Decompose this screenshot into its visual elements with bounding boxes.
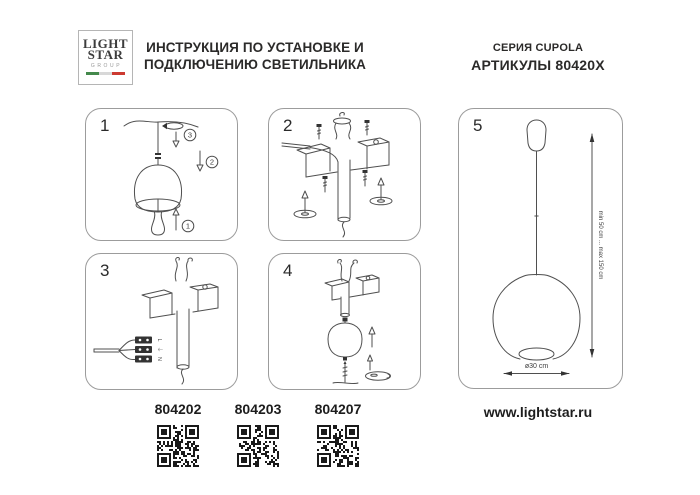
article-column-804202 bbox=[136, 401, 220, 467]
step1-annotation-3: 3 bbox=[187, 130, 193, 140]
diameter-label: ø30 cm bbox=[524, 363, 549, 370]
step1-annotation-1: 1 bbox=[185, 221, 191, 231]
step-number-4: 4 bbox=[283, 261, 293, 280]
website-url: www.lightstar.ru bbox=[483, 404, 593, 420]
step3-drawing-wiring bbox=[86, 254, 239, 391]
title-line-1: ИНСТРУКЦИЯ ПО УСТАНОВКЕ И bbox=[146, 40, 364, 55]
series-name: СЕРИЯ CUPOLA bbox=[492, 42, 584, 54]
series-block bbox=[448, 42, 628, 73]
article-code: 804202 bbox=[154, 401, 202, 417]
step-panel-5 bbox=[458, 108, 623, 389]
page-title bbox=[130, 39, 380, 73]
terminal-label-earth: ⏚ bbox=[156, 346, 162, 353]
step-panel-2 bbox=[268, 108, 421, 241]
step-number-1: 1 bbox=[100, 116, 110, 135]
qr-code bbox=[317, 425, 359, 467]
article-column-804207 bbox=[296, 401, 380, 467]
flag-green-segment bbox=[86, 72, 99, 75]
step-number-5: 5 bbox=[473, 116, 483, 135]
italian-flag-bar bbox=[86, 72, 125, 75]
step4-drawing-canopy-mount bbox=[269, 254, 422, 391]
flag-gray-segment bbox=[99, 72, 112, 75]
step-number-3: 3 bbox=[100, 261, 110, 280]
step1-annotation-2: 2 bbox=[209, 157, 215, 167]
flag-red-segment bbox=[112, 72, 125, 75]
step-panel-3 bbox=[85, 253, 238, 390]
step2-drawing-ceiling-bracket bbox=[269, 109, 422, 242]
step1-drawing-shade-assembly bbox=[86, 109, 239, 242]
series-articles: АРТИКУЛЫ 80420X bbox=[471, 57, 605, 73]
qr-code bbox=[237, 425, 279, 467]
step-number-2: 2 bbox=[283, 116, 293, 135]
article-code: 804207 bbox=[314, 401, 362, 417]
article-code: 804203 bbox=[234, 401, 282, 417]
step5-drawing-dimensions bbox=[459, 109, 624, 390]
logo-word-light: LIGHT bbox=[82, 36, 129, 51]
lightstar-logo bbox=[78, 30, 133, 85]
step-panel-1 bbox=[85, 108, 238, 241]
logo-word-star: STAR bbox=[87, 47, 124, 62]
height-range-label: min 50 cm ... max 150 cm bbox=[597, 210, 603, 280]
terminal-label-N: N bbox=[156, 357, 162, 361]
article-column-804203 bbox=[216, 401, 300, 467]
terminal-label-L: L bbox=[156, 338, 162, 342]
title-line-2: ПОДКЛЮЧЕНИЮ СВЕТИЛЬНИКА bbox=[143, 57, 367, 72]
logo-word-group: GROUP bbox=[90, 63, 123, 69]
step-panel-4 bbox=[268, 253, 421, 390]
qr-code bbox=[157, 425, 199, 467]
